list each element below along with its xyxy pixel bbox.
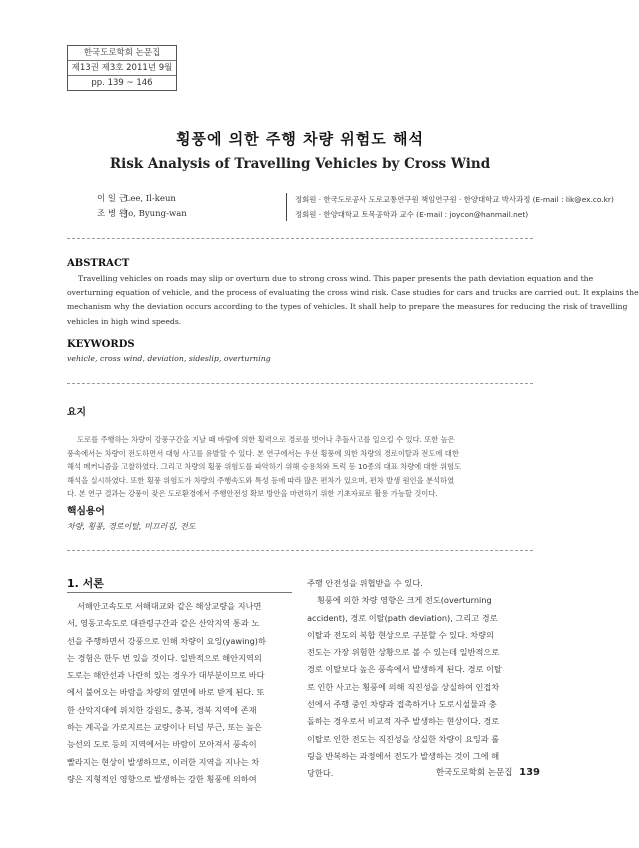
body-line: 선에서 주행 중인 차량과 접촉하거나 도로시설물과 충 [307, 699, 497, 710]
author-name-korean: 이 일 근 [97, 194, 128, 204]
summary-line: 도로를 주행하는 차량이 강풍구간을 지날 때 바람에 의한 횡력으로 경로를 벗어나 추돌사고를 일으킬 수 있다. 또한 높은 [77, 435, 455, 444]
page-footer [436, 766, 540, 778]
author-divider [286, 193, 287, 221]
body-line: 당한다. [307, 768, 334, 779]
footer-journal-name: 한국도로학회 논문집 [435, 768, 513, 778]
paper-title-korean: 횡풍에 의한 주행 차량 위험도 해석 [176, 130, 424, 148]
section-heading: 1. 서론 [67, 577, 104, 590]
body-line: 이탈과 전도의 복합 현상으로 구분할 수 있다. 차량의 [307, 629, 494, 640]
abstract-body [67, 272, 639, 329]
abstract-heading: ABSTRACT [67, 258, 130, 269]
author-list [97, 192, 200, 222]
body-line: 는 경험은 한두 번 있을 것이다. 일반적으로 해안지역의 [67, 652, 262, 663]
author-name-korean: 조 병 완 [97, 209, 128, 219]
body-line: 서해안고속도로 서해대교와 같은 해상교량을 지나면 [77, 601, 262, 611]
author-row [97, 192, 200, 207]
author-affiliation: 정회원 · 한국도로공사 도로교통연구원 책임연구원 · 한양대학교 박사과정 (E-mail : lik@ex.co.kr) [295, 195, 614, 204]
page-number: 139 [519, 767, 540, 778]
summary-line: 해석을 실시하였다. 또한 횡풍 위험도가 차량의 주행속도와 특성 등에 따라 많은 편차가 있으며, 편차 발생 원인을 분석하였 [67, 475, 455, 485]
body-line: 도로는 해안선과 나란히 있는 경우가 대부분이므로 바다 [67, 670, 265, 681]
body-line: 경로 이탈보다 높은 풍속에서 발생하게 된다. 경로 이탈 [307, 664, 502, 675]
body-line: 링을 반복하는 과정에서 전도가 발생하는 것이 그에 해 [307, 750, 500, 761]
dotted-divider [67, 383, 533, 384]
body-line: 하는 계곡을 가로지르는 교량이나 터널 부근, 또는 높은 [67, 722, 262, 733]
abstract-line: Travelling vehicles on roads may slip or overturn due to strong cross wind. This paper presents the path deviation equation and the [78, 274, 594, 283]
author-affiliation: 정회원 · 한양대학교 토목공학과 교수 (E-mail : joycon@hanmail.net) [295, 210, 529, 219]
body-line: 돌하는 경우로서 비교적 자주 발생하는 현상이다. 경로 [307, 716, 500, 727]
summary-body [67, 433, 533, 501]
body-line: 량은 지형적인 영향으로 발생하는 강한 횡풍에 의하여 [67, 773, 257, 784]
author-row [97, 207, 200, 222]
abstract-line: mechanism why the deviation occurs according to the types of vehicles. It shall help to prepare the measures for reducing the risk of travelling [67, 302, 628, 312]
author-name-english: Jo, Byung-wan [124, 209, 187, 219]
summary-line: 풍속에서는 차량이 전도하면서 대형 사고를 유발할 수 있다. 본 연구에서는 우선 횡풍에 의한 차량의 경로이탈과 전도에 대한 [67, 448, 459, 458]
body-line: accident), 경로 이탈(path deviation), 그리고 경로 [307, 612, 498, 623]
summary-line: 다. 본 연구 결과는 강풍이 잦은 도로환경에서 주행안전성 확보 방안을 마련하기 위한 기초자료로 활용 가능할 것이다. [67, 489, 438, 499]
keywords-heading: KEYWORDS [67, 339, 135, 350]
right-column [307, 575, 537, 783]
body-line: 로 인한 사고는 횡풍에 의해 직진성을 상실하여 인접차 [307, 681, 500, 692]
body-line: 주행 안전성을 위협받을 수 있다. [307, 578, 423, 588]
body-line: 능선의 도로 등의 지역에서는 바람이 모아져서 풍속이 [67, 739, 257, 750]
keywords-ko-heading: 핵심용어 [67, 506, 105, 517]
keywords-ko-text: 차량, 횡풍, 경로이탈, 미끄러짐, 전도 [67, 522, 196, 531]
dotted-divider [67, 550, 533, 551]
affiliation-list [295, 192, 614, 222]
left-column [67, 598, 297, 788]
journal-info-box [67, 45, 177, 91]
body-line: 전도는 가장 위험한 상황으로 볼 수 있는데 일반적으로 [307, 647, 500, 658]
journal-volume: 제13권 제3호 2011년 9월 [68, 61, 176, 76]
body-line: 이탈로 인한 전도는 직진성을 상실한 차량이 요잉과 롤 [307, 733, 500, 744]
section-rule [67, 592, 292, 593]
paper-title-english: Risk Analysis of Travelling Vehicles by Cross Wind [109, 156, 491, 172]
abstract-line: overturning equation of vehicle, and the process of evaluating the cross wind risk. Case studies for cars and trucks are carried out. It explains the [67, 288, 639, 298]
keywords-text: vehicle, cross wind, deviation, sideslip, overturning [67, 354, 271, 363]
summary-line: 해석 메커니즘을 고찰하였다. 그리고 차량의 횡풍 위험도를 파악하기 위해 승용차와 트럭 등 10종의 대표 차량에 대한 위험도 [67, 462, 462, 472]
journal-name: 한국도로학회 논문집 [68, 46, 176, 61]
body-line: 선을 주행하면서 강풍으로 인해 차량이 요잉(yawing)하 [67, 635, 266, 646]
journal-pages: pp. 139 ~ 146 [91, 78, 153, 88]
body-line: 한 산악지대에 위치한 강원도, 충북, 경북 지역에 존재 [67, 704, 257, 715]
abstract-line: vehicles in high wind speeds. [67, 316, 182, 326]
dotted-divider [67, 238, 533, 239]
body-line: 빨라지는 현상이 발생하므로, 이러한 지역을 지나는 차 [67, 756, 260, 767]
summary-heading: 요지 [67, 407, 86, 418]
body-line: 횡풍에 의한 차량 영향은 크게 전도(overturning [317, 595, 492, 606]
author-name-english: Lee, Il-keun [124, 194, 176, 204]
body-line: 서, 영동고속도로 대관령구간과 같은 산악지역 통과 노 [67, 618, 260, 629]
body-line: 에서 불어오는 바람을 차량의 옆면에 바로 받게 된다. 또 [67, 687, 265, 698]
